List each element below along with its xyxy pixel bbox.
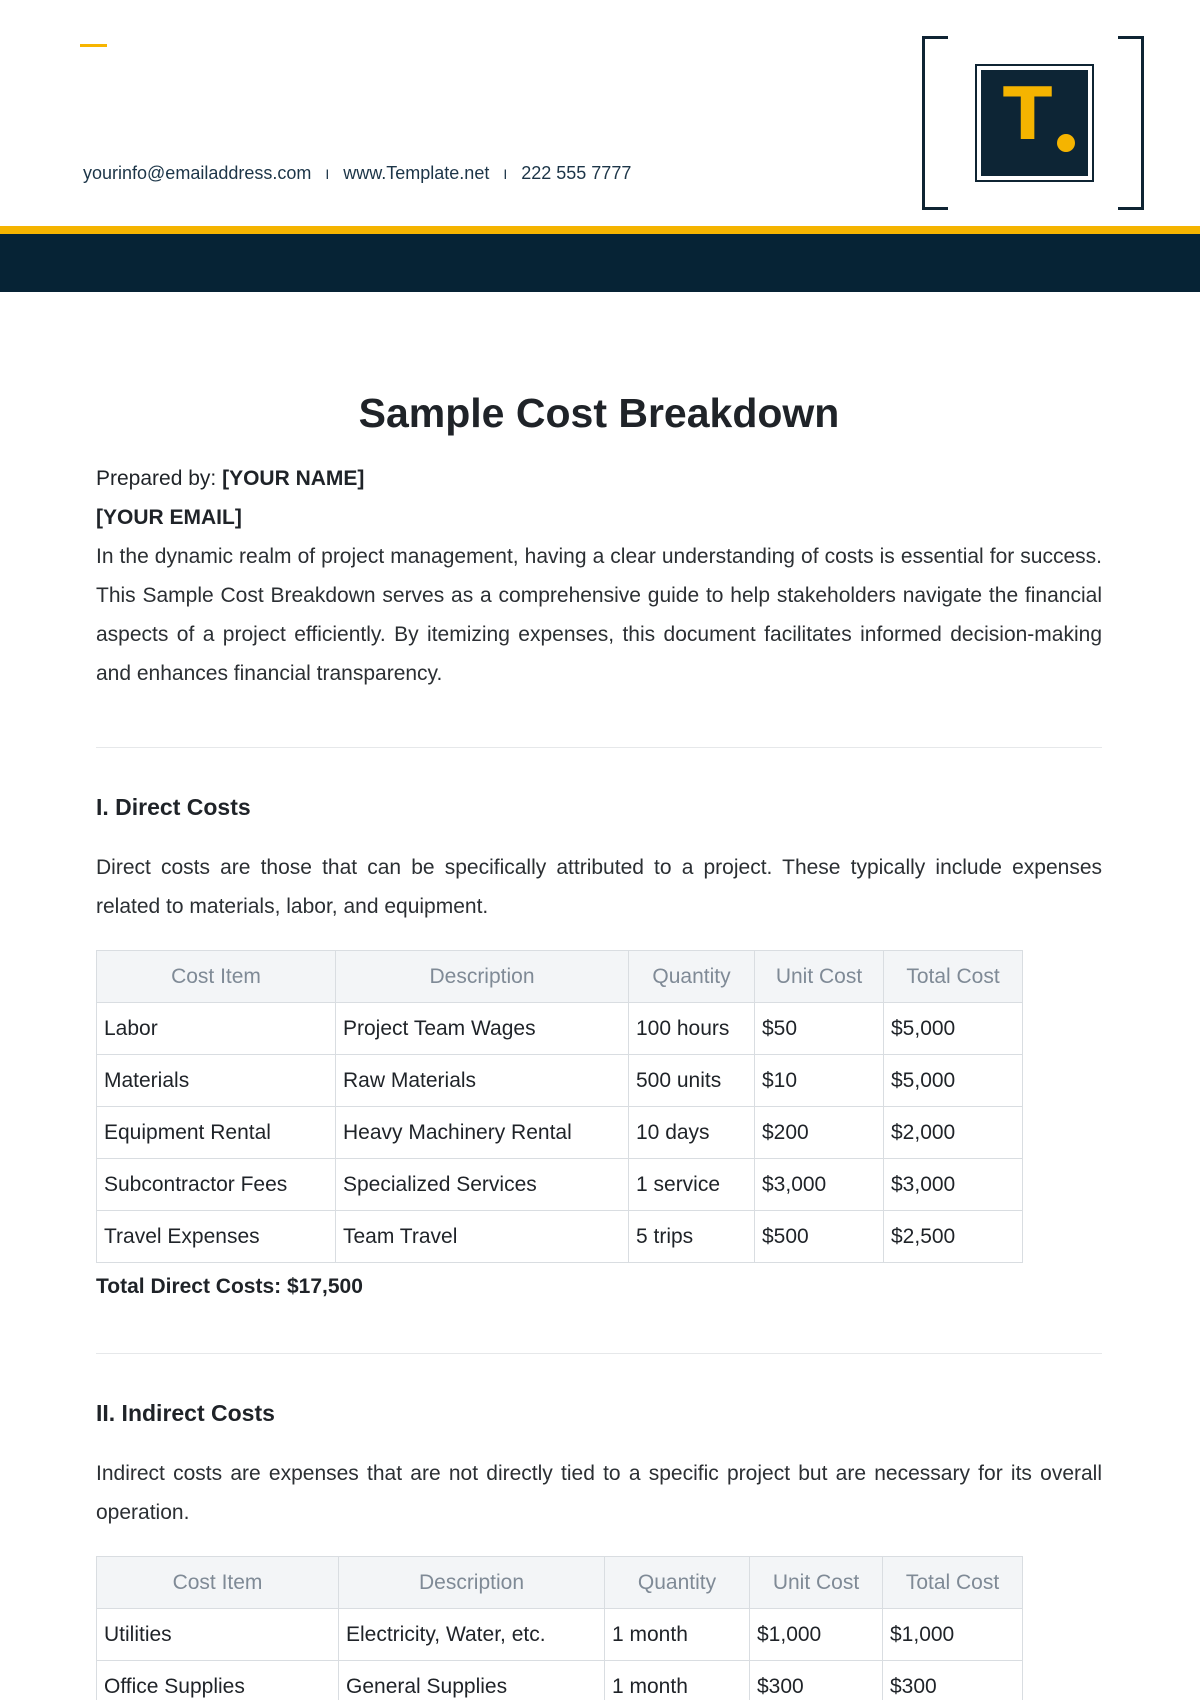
column-header: Unit Cost [755,951,884,1003]
cell-cost-item: Materials [97,1055,336,1107]
column-header: Unit Cost [750,1557,883,1609]
cell-cost-item: Labor [97,1003,336,1055]
column-header: Total Cost [883,1557,1023,1609]
cell-quantity: 1 month [605,1609,750,1661]
cell-quantity: 10 days [629,1107,755,1159]
direct-costs-total: Total Direct Costs: $17,500 [96,1275,363,1298]
prepared-by-label: Prepared by: [96,467,217,490]
column-header: Cost Item [97,1557,339,1609]
direct-costs-table [96,950,1023,1263]
cell-unit-cost: $10 [755,1055,884,1107]
contact-separator: I [325,165,330,182]
cell-total-cost: $5,000 [884,1003,1023,1055]
cell-description: Team Travel [336,1211,629,1263]
section-divider [96,747,1102,748]
contact-email[interactable]: yourinfo@emailaddress.com [83,163,312,183]
cell-description: Raw Materials [336,1055,629,1107]
logo-bracket-right [1118,36,1144,210]
author-email-line [96,498,1102,537]
table-row [97,1003,1023,1055]
table-row [97,1107,1023,1159]
cell-description: Project Team Wages [336,1003,629,1055]
accent-dash [80,44,107,47]
document-title: Sample Cost Breakdown [358,390,840,436]
direct-costs-description: Direct costs are those that can be specifically attributed to a project. These typically include expenses related to materials, labor, and equipment. [96,856,1102,918]
header-navy-band [0,234,1200,292]
cell-unit-cost: $3,000 [755,1159,884,1211]
contact-phone: 222 555 7777 [521,163,632,183]
column-header: Total Cost [884,951,1023,1003]
contact-website[interactable]: www.Template.net [343,163,490,183]
cell-quantity: 5 trips [629,1211,755,1263]
document-body [96,390,1102,1700]
column-header: Quantity [605,1557,750,1609]
cell-total-cost: $1,000 [883,1609,1023,1661]
cell-total-cost: $5,000 [884,1055,1023,1107]
contact-separator: I [503,165,508,182]
cell-unit-cost: $50 [755,1003,884,1055]
cell-description: General Supplies [339,1661,605,1700]
logo-bracket-left [922,36,948,210]
table-header-row [97,951,1023,1003]
author-email: [YOUR EMAIL] [96,506,242,529]
contact-line [83,163,631,184]
section-divider [96,1353,1102,1354]
cell-cost-item: Travel Expenses [97,1211,336,1263]
intro-paragraph: In the dynamic realm of project management, having a clear understanding of costs is essential for success. This Sample Cost Breakdown serves as a comprehensive guide to help stakeholders navigate the financial aspects of a project efficiently. By itemizing expenses, this document facilitates informed decision-making and enhances financial transparency. [96,545,1102,685]
cell-total-cost: $2,500 [884,1211,1023,1263]
column-header: Description [336,951,629,1003]
logo-letter: T [1003,72,1053,156]
table-row [97,1609,1023,1661]
indirect-costs-heading: II. Indirect Costs [96,1400,275,1426]
logo-box [975,64,1094,182]
cell-total-cost: $3,000 [884,1159,1023,1211]
cell-description: Specialized Services [336,1159,629,1211]
column-header: Cost Item [97,951,336,1003]
cell-cost-item: Office Supplies [97,1661,339,1700]
company-logo [922,36,1144,210]
cell-description: Electricity, Water, etc. [339,1609,605,1661]
table-row [97,1055,1023,1107]
cell-cost-item: Utilities [97,1609,339,1661]
cell-unit-cost: $200 [755,1107,884,1159]
indirect-costs-table [96,1556,1023,1700]
prepared-by-name: [YOUR NAME] [222,467,365,490]
table-row [97,1211,1023,1263]
cell-unit-cost: $500 [755,1211,884,1263]
cell-total-cost: $2,000 [884,1107,1023,1159]
table-row [97,1661,1023,1700]
prepared-by-line [96,459,1102,498]
cell-description: Heavy Machinery Rental [336,1107,629,1159]
cell-quantity: 1 month [605,1661,750,1700]
cell-unit-cost: $1,000 [750,1609,883,1661]
cell-cost-item: Subcontractor Fees [97,1159,336,1211]
table-header-row [97,1557,1023,1609]
header-accent-stripe [0,226,1200,234]
page-header [0,0,1200,292]
cell-quantity: 1 service [629,1159,755,1211]
cell-cost-item: Equipment Rental [97,1107,336,1159]
column-header: Quantity [629,951,755,1003]
table-row [97,1159,1023,1211]
indirect-costs-description: Indirect costs are expenses that are not directly tied to a specific project but are necessary for its overall operation. [96,1462,1102,1524]
cell-total-cost: $300 [883,1661,1023,1700]
cell-unit-cost: $300 [750,1661,883,1700]
column-header: Description [339,1557,605,1609]
logo-dot [1057,134,1075,152]
direct-costs-heading: I. Direct Costs [96,794,251,820]
cell-quantity: 100 hours [629,1003,755,1055]
logo-mark [981,70,1088,176]
cell-quantity: 500 units [629,1055,755,1107]
